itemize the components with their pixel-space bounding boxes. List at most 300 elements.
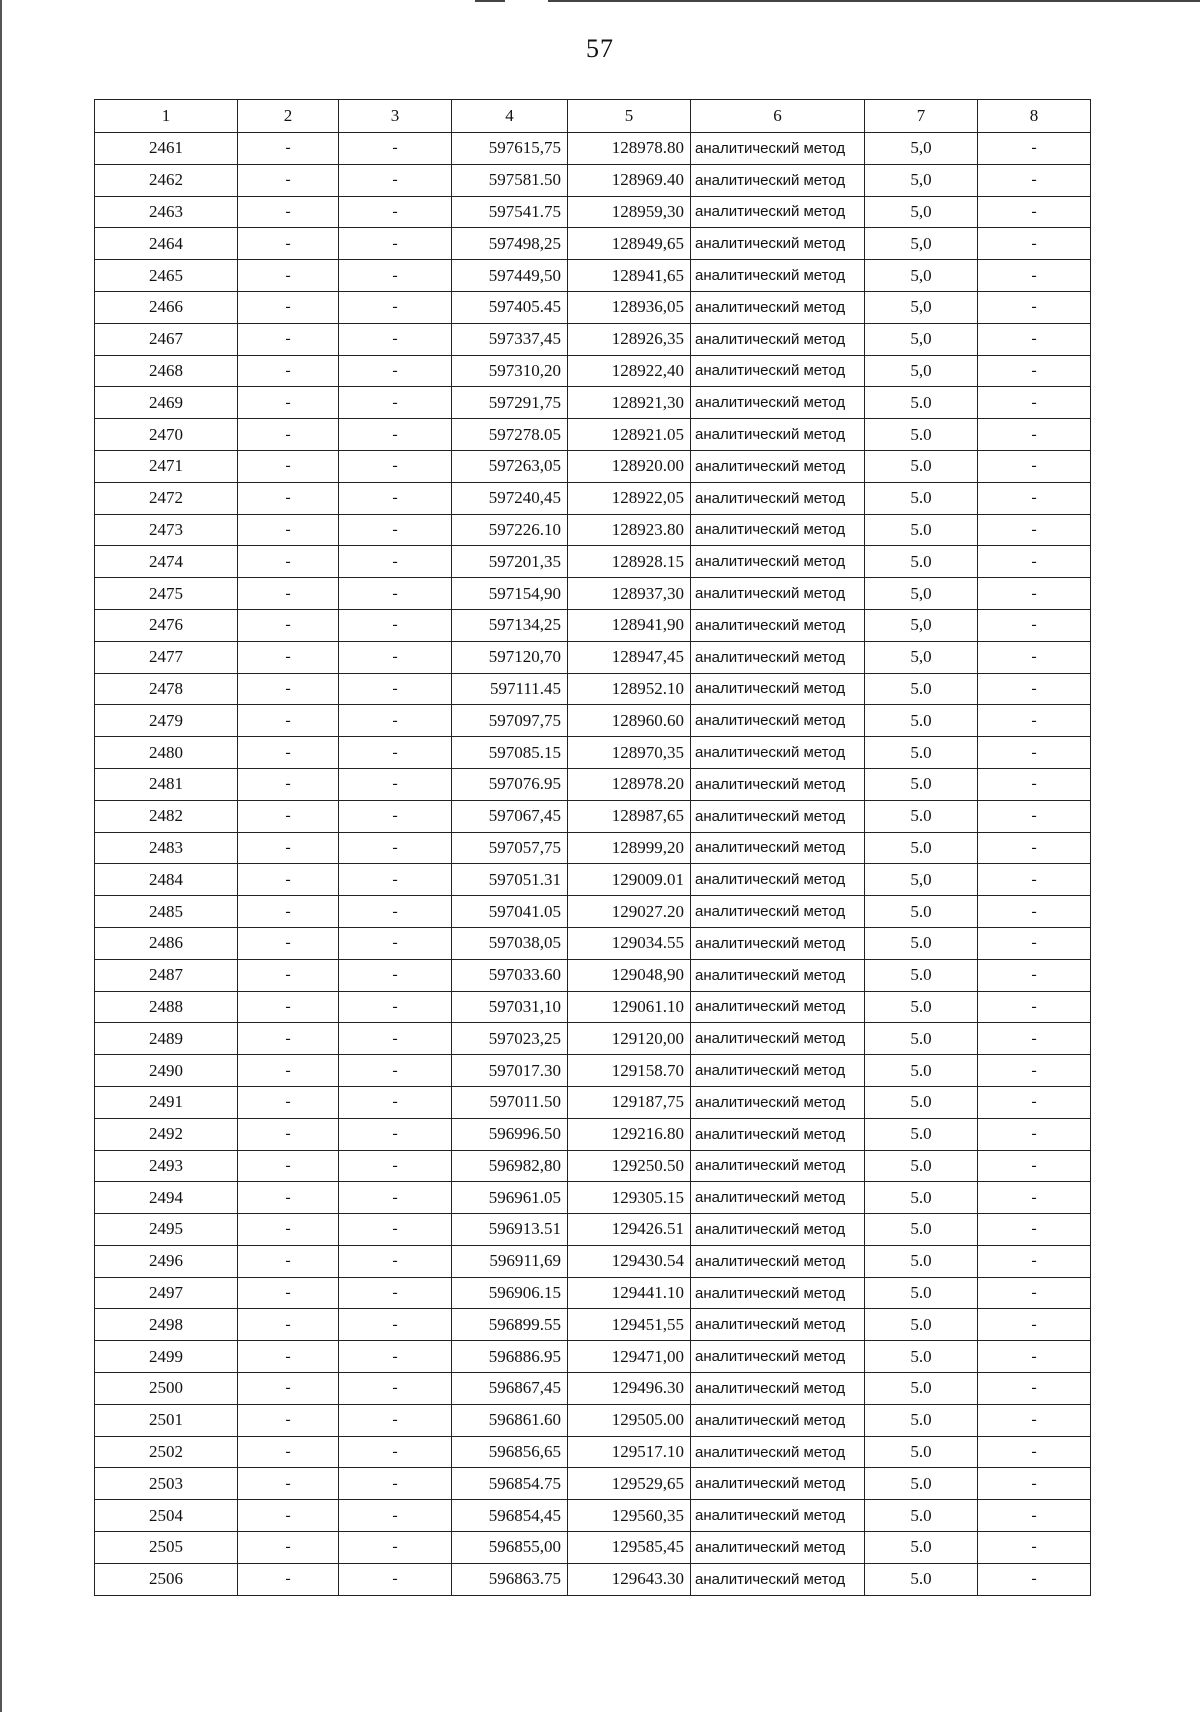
point-number-cell: 2496 <box>95 1245 238 1277</box>
empty-cell: - <box>238 768 339 800</box>
point-number-cell: 2504 <box>95 1500 238 1532</box>
point-number-cell: 2469 <box>95 387 238 419</box>
empty-cell: - <box>978 1468 1091 1500</box>
point-number-cell: 2463 <box>95 196 238 228</box>
empty-cell: - <box>978 800 1091 832</box>
table-row <box>95 1309 1091 1341</box>
empty-cell: - <box>238 1023 339 1055</box>
table-row <box>95 450 1091 482</box>
accuracy-cell: 5.0 <box>865 1277 978 1309</box>
empty-cell: - <box>238 1214 339 1246</box>
x-coordinate-cell: 597201,35 <box>452 546 568 578</box>
point-number-cell: 2489 <box>95 1023 238 1055</box>
y-coordinate-cell: 128936,05 <box>568 291 691 323</box>
point-number-cell: 2499 <box>95 1341 238 1373</box>
accuracy-cell: 5,0 <box>865 260 978 292</box>
method-cell: аналитический метод <box>691 1055 865 1087</box>
point-number-cell: 2493 <box>95 1150 238 1182</box>
coordinates-table <box>94 99 1091 1596</box>
accuracy-cell: 5,0 <box>865 641 978 673</box>
table-row <box>95 1532 1091 1564</box>
point-number-cell: 2503 <box>95 1468 238 1500</box>
method-cell: аналитический метод <box>691 959 865 991</box>
x-coordinate-cell: 597278.05 <box>452 419 568 451</box>
empty-cell: - <box>978 164 1091 196</box>
empty-cell: - <box>238 196 339 228</box>
table-row <box>95 514 1091 546</box>
y-coordinate-cell: 128978.20 <box>568 768 691 800</box>
accuracy-cell: 5.0 <box>865 1118 978 1150</box>
empty-cell: - <box>339 1468 452 1500</box>
x-coordinate-cell: 597405.45 <box>452 291 568 323</box>
point-number-cell: 2476 <box>95 609 238 641</box>
accuracy-cell: 5.0 <box>865 1532 978 1564</box>
accuracy-cell: 5.0 <box>865 1468 978 1500</box>
x-coordinate-cell: 597067,45 <box>452 800 568 832</box>
x-coordinate-cell: 597097,75 <box>452 705 568 737</box>
empty-cell: - <box>238 609 339 641</box>
table-row <box>95 482 1091 514</box>
y-coordinate-cell: 129529,65 <box>568 1468 691 1500</box>
point-number-cell: 2506 <box>95 1563 238 1595</box>
x-coordinate-cell: 596854.75 <box>452 1468 568 1500</box>
table-row <box>95 927 1091 959</box>
empty-cell: - <box>339 896 452 928</box>
table-row <box>95 1086 1091 1118</box>
empty-cell: - <box>339 1150 452 1182</box>
empty-cell: - <box>978 609 1091 641</box>
point-number-cell: 2475 <box>95 578 238 610</box>
x-coordinate-cell: 597498,25 <box>452 228 568 260</box>
point-number-cell: 2498 <box>95 1309 238 1341</box>
point-number-cell: 2478 <box>95 673 238 705</box>
empty-cell: - <box>238 1436 339 1468</box>
accuracy-cell: 5.0 <box>865 1150 978 1182</box>
empty-cell: - <box>238 927 339 959</box>
empty-cell: - <box>238 291 339 323</box>
empty-cell: - <box>238 355 339 387</box>
empty-cell: - <box>978 291 1091 323</box>
empty-cell: - <box>339 133 452 165</box>
empty-cell: - <box>339 387 452 419</box>
empty-cell: - <box>978 991 1091 1023</box>
y-coordinate-cell: 128987,65 <box>568 800 691 832</box>
method-cell: аналитический метод <box>691 1404 865 1436</box>
empty-cell: - <box>238 1245 339 1277</box>
scan-top-rule <box>548 0 1200 2</box>
empty-cell: - <box>238 450 339 482</box>
empty-cell: - <box>238 1309 339 1341</box>
accuracy-cell: 5.0 <box>865 1404 978 1436</box>
y-coordinate-cell: 128947,45 <box>568 641 691 673</box>
empty-cell: - <box>339 514 452 546</box>
point-number-cell: 2466 <box>95 291 238 323</box>
empty-cell: - <box>978 1214 1091 1246</box>
y-coordinate-cell: 129216.80 <box>568 1118 691 1150</box>
table-row <box>95 800 1091 832</box>
point-number-cell: 2481 <box>95 768 238 800</box>
empty-cell: - <box>238 673 339 705</box>
method-cell: аналитический метод <box>691 800 865 832</box>
accuracy-cell: 5,0 <box>865 133 978 165</box>
method-cell: аналитический метод <box>691 260 865 292</box>
x-coordinate-cell: 596855,00 <box>452 1532 568 1564</box>
y-coordinate-cell: 129496.30 <box>568 1373 691 1405</box>
empty-cell: - <box>978 196 1091 228</box>
empty-cell: - <box>238 578 339 610</box>
column-header: 2 <box>238 100 339 133</box>
x-coordinate-cell: 597581.50 <box>452 164 568 196</box>
empty-cell: - <box>238 737 339 769</box>
method-cell: аналитический метод <box>691 1118 865 1150</box>
table-row <box>95 705 1091 737</box>
table-row <box>95 1150 1091 1182</box>
table-row <box>95 133 1091 165</box>
point-number-cell: 2490 <box>95 1055 238 1087</box>
x-coordinate-cell: 596854,45 <box>452 1500 568 1532</box>
table-row <box>95 1468 1091 1500</box>
y-coordinate-cell: 128970,35 <box>568 737 691 769</box>
x-coordinate-cell: 597076.95 <box>452 768 568 800</box>
table-header-row <box>95 100 1091 133</box>
empty-cell: - <box>238 959 339 991</box>
method-cell: аналитический метод <box>691 1214 865 1246</box>
accuracy-cell: 5.0 <box>865 1245 978 1277</box>
empty-cell: - <box>238 260 339 292</box>
y-coordinate-cell: 128960.60 <box>568 705 691 737</box>
empty-cell: - <box>978 705 1091 737</box>
empty-cell: - <box>978 1563 1091 1595</box>
x-coordinate-cell: 597134,25 <box>452 609 568 641</box>
method-cell: аналитический метод <box>691 546 865 578</box>
method-cell: аналитический метод <box>691 768 865 800</box>
empty-cell: - <box>978 1309 1091 1341</box>
x-coordinate-cell: 597057,75 <box>452 832 568 864</box>
point-number-cell: 2502 <box>95 1436 238 1468</box>
empty-cell: - <box>339 1182 452 1214</box>
table-row <box>95 991 1091 1023</box>
empty-cell: - <box>339 1532 452 1564</box>
accuracy-cell: 5.0 <box>865 991 978 1023</box>
empty-cell: - <box>238 1118 339 1150</box>
method-cell: аналитический метод <box>691 228 865 260</box>
table-row <box>95 1404 1091 1436</box>
table-row <box>95 387 1091 419</box>
table-row <box>95 864 1091 896</box>
empty-cell: - <box>978 896 1091 928</box>
empty-cell: - <box>978 387 1091 419</box>
accuracy-cell: 5.0 <box>865 673 978 705</box>
method-cell: аналитический метод <box>691 482 865 514</box>
method-cell: аналитический метод <box>691 1468 865 1500</box>
y-coordinate-cell: 128999,20 <box>568 832 691 864</box>
y-coordinate-cell: 129471,00 <box>568 1341 691 1373</box>
x-coordinate-cell: 596886.95 <box>452 1341 568 1373</box>
y-coordinate-cell: 128921.05 <box>568 419 691 451</box>
x-coordinate-cell: 597541.75 <box>452 196 568 228</box>
y-coordinate-cell: 128922,05 <box>568 482 691 514</box>
table-row <box>95 768 1091 800</box>
y-coordinate-cell: 128949,65 <box>568 228 691 260</box>
y-coordinate-cell: 129585,45 <box>568 1532 691 1564</box>
empty-cell: - <box>238 1468 339 1500</box>
x-coordinate-cell: 596861.60 <box>452 1404 568 1436</box>
method-cell: аналитический метод <box>691 1532 865 1564</box>
y-coordinate-cell: 129643.30 <box>568 1563 691 1595</box>
method-cell: аналитический метод <box>691 1150 865 1182</box>
x-coordinate-cell: 596961.05 <box>452 1182 568 1214</box>
empty-cell: - <box>978 546 1091 578</box>
empty-cell: - <box>978 419 1091 451</box>
accuracy-cell: 5.0 <box>865 482 978 514</box>
empty-cell: - <box>238 387 339 419</box>
method-cell: аналитический метод <box>691 578 865 610</box>
empty-cell: - <box>238 164 339 196</box>
empty-cell: - <box>978 959 1091 991</box>
empty-cell: - <box>339 1023 452 1055</box>
x-coordinate-cell: 597041.05 <box>452 896 568 928</box>
empty-cell: - <box>238 1341 339 1373</box>
empty-cell: - <box>238 419 339 451</box>
x-coordinate-cell: 597017.30 <box>452 1055 568 1087</box>
method-cell: аналитический метод <box>691 387 865 419</box>
accuracy-cell: 5.0 <box>865 1500 978 1532</box>
method-cell: аналитический метод <box>691 323 865 355</box>
point-number-cell: 2482 <box>95 800 238 832</box>
empty-cell: - <box>238 641 339 673</box>
point-number-cell: 2484 <box>95 864 238 896</box>
table-row <box>95 196 1091 228</box>
empty-cell: - <box>238 323 339 355</box>
point-number-cell: 2494 <box>95 1182 238 1214</box>
x-coordinate-cell: 597033.60 <box>452 959 568 991</box>
table-row <box>95 1373 1091 1405</box>
accuracy-cell: 5,0 <box>865 578 978 610</box>
empty-cell: - <box>978 673 1091 705</box>
accuracy-cell: 5.0 <box>865 387 978 419</box>
empty-cell: - <box>238 546 339 578</box>
empty-cell: - <box>978 1023 1091 1055</box>
empty-cell: - <box>339 1214 452 1246</box>
column-header: 4 <box>452 100 568 133</box>
y-coordinate-cell: 129061.10 <box>568 991 691 1023</box>
y-coordinate-cell: 129187,75 <box>568 1086 691 1118</box>
table-row <box>95 1436 1091 1468</box>
method-cell: аналитический метод <box>691 991 865 1023</box>
x-coordinate-cell: 596996.50 <box>452 1118 568 1150</box>
x-coordinate-cell: 596913.51 <box>452 1214 568 1246</box>
empty-cell: - <box>339 1245 452 1277</box>
x-coordinate-cell: 596863.75 <box>452 1563 568 1595</box>
empty-cell: - <box>339 196 452 228</box>
empty-cell: - <box>238 1563 339 1595</box>
empty-cell: - <box>978 514 1091 546</box>
method-cell: аналитический метод <box>691 609 865 641</box>
accuracy-cell: 5.0 <box>865 1436 978 1468</box>
empty-cell: - <box>238 800 339 832</box>
table-row <box>95 1563 1091 1595</box>
point-number-cell: 2483 <box>95 832 238 864</box>
accuracy-cell: 5.0 <box>865 1563 978 1595</box>
y-coordinate-cell: 128922,40 <box>568 355 691 387</box>
empty-cell: - <box>978 228 1091 260</box>
table-row <box>95 1500 1091 1532</box>
empty-cell: - <box>978 260 1091 292</box>
table-row <box>95 1182 1091 1214</box>
empty-cell: - <box>339 1277 452 1309</box>
empty-cell: - <box>339 1373 452 1405</box>
empty-cell: - <box>978 578 1091 610</box>
point-number-cell: 2486 <box>95 927 238 959</box>
method-cell: аналитический метод <box>691 450 865 482</box>
scan-left-edge <box>0 0 2 1712</box>
table-row <box>95 164 1091 196</box>
empty-cell: - <box>339 864 452 896</box>
point-number-cell: 2465 <box>95 260 238 292</box>
point-number-cell: 2474 <box>95 546 238 578</box>
table-body <box>95 133 1091 1596</box>
empty-cell: - <box>339 705 452 737</box>
empty-cell: - <box>978 1118 1091 1150</box>
empty-cell: - <box>339 991 452 1023</box>
x-coordinate-cell: 597051.31 <box>452 864 568 896</box>
empty-cell: - <box>978 864 1091 896</box>
y-coordinate-cell: 128941,90 <box>568 609 691 641</box>
empty-cell: - <box>339 1309 452 1341</box>
table-row <box>95 260 1091 292</box>
empty-cell: - <box>339 260 452 292</box>
point-number-cell: 2487 <box>95 959 238 991</box>
accuracy-cell: 5.0 <box>865 832 978 864</box>
x-coordinate-cell: 596906.15 <box>452 1277 568 1309</box>
accuracy-cell: 5.0 <box>865 1055 978 1087</box>
x-coordinate-cell: 597031,10 <box>452 991 568 1023</box>
accuracy-cell: 5,0 <box>865 609 978 641</box>
table-row <box>95 1245 1091 1277</box>
empty-cell: - <box>339 800 452 832</box>
accuracy-cell: 5,0 <box>865 864 978 896</box>
accuracy-cell: 5.0 <box>865 800 978 832</box>
point-number-cell: 2461 <box>95 133 238 165</box>
empty-cell: - <box>978 450 1091 482</box>
point-number-cell: 2497 <box>95 1277 238 1309</box>
empty-cell: - <box>339 737 452 769</box>
table-row <box>95 291 1091 323</box>
point-number-cell: 2495 <box>95 1214 238 1246</box>
empty-cell: - <box>339 291 452 323</box>
scan-top-rule <box>475 0 505 2</box>
empty-cell: - <box>238 832 339 864</box>
method-cell: аналитический метод <box>691 419 865 451</box>
accuracy-cell: 5.0 <box>865 450 978 482</box>
table-row <box>95 1341 1091 1373</box>
empty-cell: - <box>978 641 1091 673</box>
x-coordinate-cell: 596867,45 <box>452 1373 568 1405</box>
y-coordinate-cell: 129158.70 <box>568 1055 691 1087</box>
table-row <box>95 546 1091 578</box>
table-row <box>95 896 1091 928</box>
method-cell: аналитический метод <box>691 1563 865 1595</box>
empty-cell: - <box>339 1563 452 1595</box>
method-cell: аналитический метод <box>691 164 865 196</box>
method-cell: аналитический метод <box>691 864 865 896</box>
empty-cell: - <box>238 705 339 737</box>
empty-cell: - <box>339 578 452 610</box>
table-row <box>95 673 1091 705</box>
x-coordinate-cell: 597226.10 <box>452 514 568 546</box>
accuracy-cell: 5,0 <box>865 291 978 323</box>
y-coordinate-cell: 128923.80 <box>568 514 691 546</box>
table-row <box>95 1277 1091 1309</box>
point-number-cell: 2488 <box>95 991 238 1023</box>
method-cell: аналитический метод <box>691 1023 865 1055</box>
y-coordinate-cell: 129034.55 <box>568 927 691 959</box>
empty-cell: - <box>238 991 339 1023</box>
point-number-cell: 2485 <box>95 896 238 928</box>
point-number-cell: 2505 <box>95 1532 238 1564</box>
empty-cell: - <box>978 1436 1091 1468</box>
x-coordinate-cell: 597038,05 <box>452 927 568 959</box>
empty-cell: - <box>339 228 452 260</box>
empty-cell: - <box>339 164 452 196</box>
x-coordinate-cell: 597615,75 <box>452 133 568 165</box>
y-coordinate-cell: 129560,35 <box>568 1500 691 1532</box>
empty-cell: - <box>978 133 1091 165</box>
column-header: 6 <box>691 100 865 133</box>
point-number-cell: 2462 <box>95 164 238 196</box>
method-cell: аналитический метод <box>691 355 865 387</box>
y-coordinate-cell: 129505.00 <box>568 1404 691 1436</box>
empty-cell: - <box>238 514 339 546</box>
accuracy-cell: 5.0 <box>865 419 978 451</box>
x-coordinate-cell: 597310,20 <box>452 355 568 387</box>
empty-cell: - <box>339 1055 452 1087</box>
point-number-cell: 2479 <box>95 705 238 737</box>
point-number-cell: 2472 <box>95 482 238 514</box>
accuracy-cell: 5,0 <box>865 228 978 260</box>
point-number-cell: 2480 <box>95 737 238 769</box>
empty-cell: - <box>978 1404 1091 1436</box>
accuracy-cell: 5.0 <box>865 1373 978 1405</box>
method-cell: аналитический метод <box>691 832 865 864</box>
y-coordinate-cell: 129451,55 <box>568 1309 691 1341</box>
empty-cell: - <box>978 1277 1091 1309</box>
table-row <box>95 641 1091 673</box>
empty-cell: - <box>238 482 339 514</box>
x-coordinate-cell: 597011.50 <box>452 1086 568 1118</box>
y-coordinate-cell: 128978.80 <box>568 133 691 165</box>
empty-cell: - <box>978 1245 1091 1277</box>
method-cell: аналитический метод <box>691 1245 865 1277</box>
point-number-cell: 2473 <box>95 514 238 546</box>
point-number-cell: 2501 <box>95 1404 238 1436</box>
empty-cell: - <box>978 1086 1091 1118</box>
accuracy-cell: 5,0 <box>865 164 978 196</box>
accuracy-cell: 5.0 <box>865 705 978 737</box>
empty-cell: - <box>978 832 1091 864</box>
empty-cell: - <box>339 450 452 482</box>
y-coordinate-cell: 128937,30 <box>568 578 691 610</box>
x-coordinate-cell: 597154,90 <box>452 578 568 610</box>
table-row <box>95 419 1091 451</box>
method-cell: аналитический метод <box>691 196 865 228</box>
column-header: 7 <box>865 100 978 133</box>
accuracy-cell: 5.0 <box>865 514 978 546</box>
x-coordinate-cell: 597240,45 <box>452 482 568 514</box>
method-cell: аналитический метод <box>691 1436 865 1468</box>
method-cell: аналитический метод <box>691 1500 865 1532</box>
empty-cell: - <box>339 927 452 959</box>
